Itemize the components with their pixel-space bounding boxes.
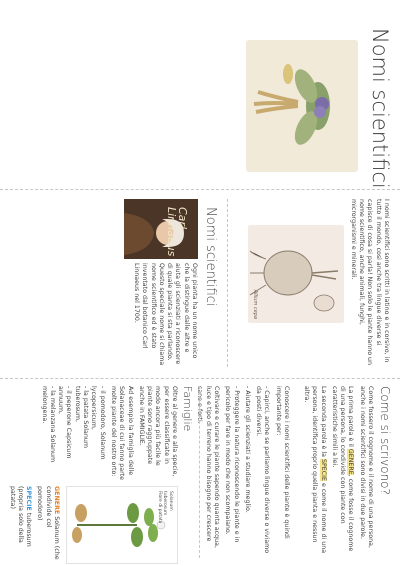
- families-p2: Ad esempio la famiglia delle Solanaceae di cui fanno parte molte piante del nostro orto:: [109, 386, 134, 481]
- section-divider-2: [199, 386, 200, 558]
- families-text: [39, 386, 178, 482]
- genus-text: Solanum (che condivide col pomodoro): [36, 486, 60, 560]
- genus-species-legend: [4, 486, 60, 562]
- onion-caption: Allium cepa: [252, 289, 258, 319]
- mandrake-illustration: [246, 40, 358, 172]
- families-list-item: - la melanzana Solanum melongena.: [40, 386, 56, 463]
- genus-highlight: GENERE: [347, 448, 355, 475]
- why-bullet: - Aiutare gli scienziati a studiare meglio.: [243, 386, 251, 513]
- potato-label: Solanum: [168, 491, 173, 511]
- genus-label: GENERE: [53, 486, 60, 515]
- how-p2: [330, 386, 355, 558]
- how-p3-after: e come il nome di una persona, identifica proprio quella pianta e nessun altra.: [302, 386, 327, 554]
- families-p1: Oltre al genere e alla specie, per essere classificate in modo ancora più facile le piante sono raggruppate anche in FAMIGLIE.: [137, 386, 178, 477]
- families-panel: [0, 378, 400, 566]
- how-p2-after: , come fosse il cognome di una persona, lo condivide con piante con caratteristiche simili a lei.: [330, 386, 355, 552]
- potato-label: tuberosum: [162, 491, 168, 516]
- families-title: Famiglie: [181, 386, 194, 432]
- how-p3-before: La seconda parola è la: [319, 386, 327, 459]
- why-text: [192, 386, 290, 558]
- section-divider: [227, 199, 228, 367]
- intro-text: [129, 263, 198, 367]
- why-bullet: - Capirci, anche se parliamo lingue diverse o viviamo da posti diversi.: [255, 386, 271, 554]
- sci-title: Nomi scientifici: [203, 207, 218, 307]
- why-bullet: - Proteggere la natura riconoscendo le piante e in pericolo per fare in modo che non scompaiano.: [224, 386, 240, 543]
- potato-plant-illustration: [66, 486, 178, 564]
- latin-text: [346, 199, 390, 367]
- cover-panel: [0, 0, 400, 189]
- genus-line: [35, 486, 60, 562]
- why-bullet: Coltivare e curare le piante sapendo quanta acqua, luce e tipo di terreno hanno bisogno per crescere sane e forti.: [196, 386, 220, 548]
- how-p2-before: La prima parola è il: [347, 386, 355, 449]
- why-intro: Conoscere i nomi scientifici delle piante è quindi importante per:: [274, 386, 290, 539]
- portrait-caption: Carl Linnaeus: [165, 207, 189, 257]
- species-text: tuberosum (propria solo della patata): [8, 486, 33, 547]
- species-line: [7, 486, 32, 562]
- potato-label-block: [157, 491, 174, 523]
- families-list-item: - il peperone Capsicum annuum,: [57, 386, 73, 459]
- linnaeus-portrait: [124, 199, 198, 259]
- cover-title: Nomi scientifici: [368, 28, 392, 189]
- how-p1: Come fossero il cognome e il nome di una persona, anche i nomi scientifici sono divisi in due parole.: [358, 386, 374, 548]
- how-text: [299, 386, 374, 558]
- how-title: Come si scrivono?: [378, 386, 392, 495]
- families-list-item: - la patata Solanum tuberosum,: [73, 386, 90, 448]
- families-list-item: - il pomodoro, Solanum lycopersicum,: [90, 386, 106, 460]
- intro-paragraph: Ogni pianta ha un nome unico che la distingue dalle altre e aiuta gli scienziati a riconoscere di quale pianta si sta parlando. Questo speciale nome si chiama nome scientifico ed è stato inventato dal botanico Carl Linnaeus nel 1700.: [132, 263, 198, 366]
- species-highlight: SPECIE: [319, 458, 327, 481]
- onion-bulb-illustration: [248, 225, 344, 323]
- species-label: SPECIE: [25, 486, 33, 511]
- potato-label: Fiore di patata: [157, 491, 162, 524]
- scientific-names-panel: [0, 189, 400, 378]
- how-p3: [302, 386, 327, 558]
- latin-paragraph: I nomi scientifici sono scritti in latino e in corsivo, in tutto il mondo, così anche tra lingue diverse si capisce di cosa si parla! Non solo le piante hanno un nome scientifico, anche animali, funghi, microrganismi e minerali.: [349, 199, 390, 366]
